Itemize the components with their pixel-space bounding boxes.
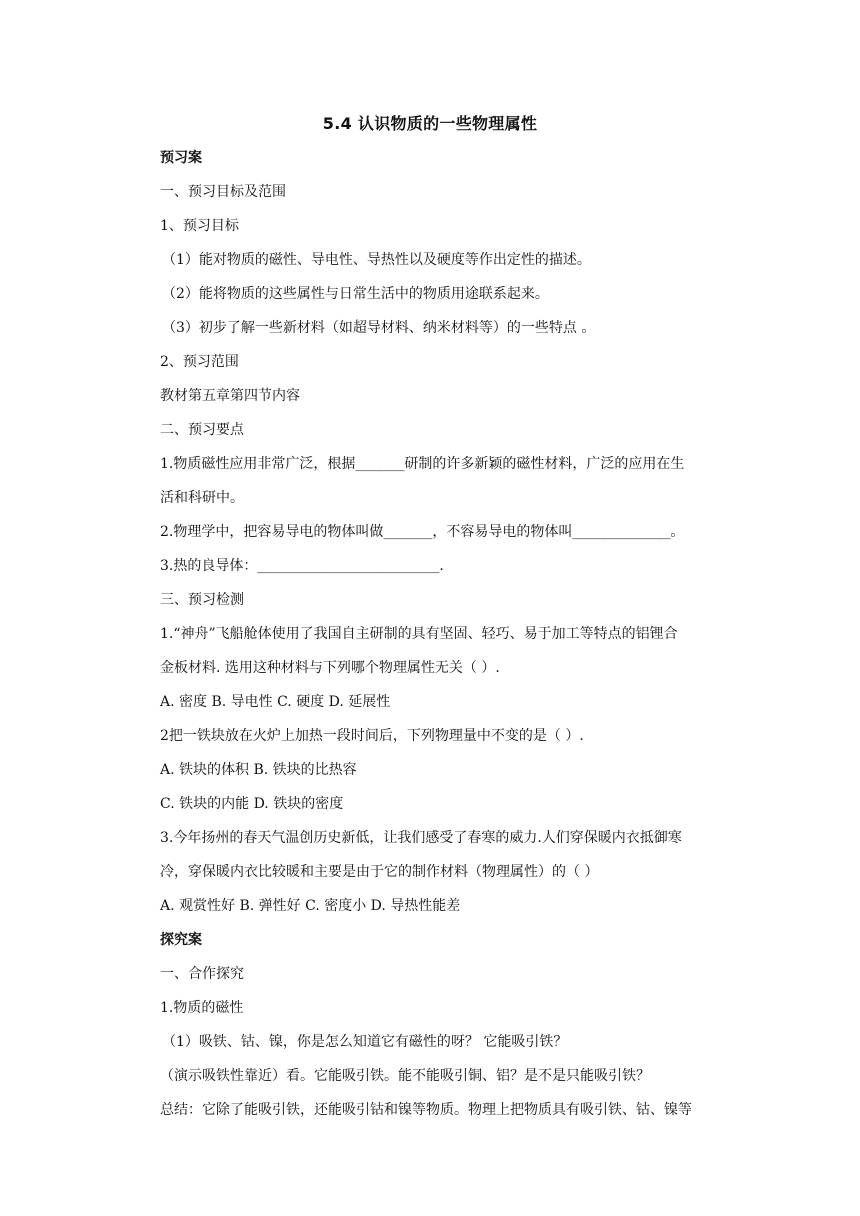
scope-text: 教材第五章第四节内容 <box>160 388 300 404</box>
question-3-options: A. 观赏性好 B. 弹性好 C. 密度小 D. 导热性能差 <box>160 898 461 914</box>
magnetism-summary: 总结：它除了能吸引铁，还能吸引钴和镍等物质。物理上把物质具有吸引铁、钴、镍等 <box>160 1102 692 1118</box>
page-title: 5.4 认识物质的一些物理属性 <box>322 114 538 133</box>
question-1-options: A. 密度 B. 导电性 C. 硬度 D. 延展性 <box>160 694 391 710</box>
key-point-3: 3.热的良导体：__________________________. <box>160 558 444 574</box>
heading-preview-check: 三、预习检测 <box>160 592 244 608</box>
subheading-magnetism: 1.物质的磁性 <box>160 1000 244 1016</box>
section-heading-explore: 探究案 <box>160 932 202 948</box>
question-3-line-2: 冷，穿保暖内衣比较暖和主要是由于它的制作材料（物理属性）的（ ） <box>160 864 599 880</box>
heading-cooperative-inquiry: 一、合作探究 <box>160 966 244 982</box>
question-1-line-1: 1.“神舟”飞船舱体使用了我国自主研制的具有坚固、轻巧、易于加工等特点的铝锂合 <box>160 626 678 642</box>
key-point-1-line-1: 1.物质磁性应用非常广泛，根据_______研制的许多新颖的磁性材料，广泛的应用在生 <box>160 456 685 472</box>
heading-key-points: 二、预习要点 <box>160 422 244 438</box>
question-2-options-c-d: C. 铁块的内能 D. 铁块的密度 <box>160 796 344 812</box>
heading-goals-and-scope: 一、预习目标及范围 <box>160 184 286 200</box>
goal-item-2: （2）能将物质的这些属性与日常生活中的物质用途联系起来。 <box>162 286 549 302</box>
subheading-scope: 2、预习范围 <box>160 354 239 370</box>
question-3-line-1: 3.今年扬州的春天气温创历史新低，让我们感受了春寒的威力.人们穿保暖内衣抵御寒 <box>160 830 682 846</box>
key-point-2: 2.物理学中，把容易导电的物体叫做_______，不容易导电的物体叫______________。 <box>160 524 685 540</box>
magnetism-demo-text: （演示吸铁性靠近）看。它能吸引铁。能不能吸引铜、铝？是不是只能吸引铁？ <box>160 1068 650 1084</box>
section-heading-preview: 预习案 <box>160 150 202 166</box>
question-1-line-2: 金板材料. 选用这种材料与下列哪个物理属性无关（ ）. <box>160 660 500 676</box>
key-point-1-line-2: 活和科研中。 <box>160 490 244 506</box>
magnetism-item-1: （1）吸铁、钴、镍，你是怎么知道它有磁性的呀？ 它能吸引铁？ <box>162 1034 568 1050</box>
goal-item-3: （3）初步了解一些新材料（如超导材料、纳米材料等）的一些特点 。 <box>162 320 596 336</box>
goal-item-1: （1）能对物质的磁性、导电性、导热性以及硬度等作出定性的描述。 <box>162 252 591 268</box>
subheading-goals: 1、预习目标 <box>160 218 239 234</box>
question-2: 2把一铁块放在火炉上加热一段时间后，下列物理量中不变的是（ ）. <box>160 728 584 744</box>
question-2-options-a-b: A. 铁块的体积 B. 铁块的比热容 <box>160 762 357 778</box>
